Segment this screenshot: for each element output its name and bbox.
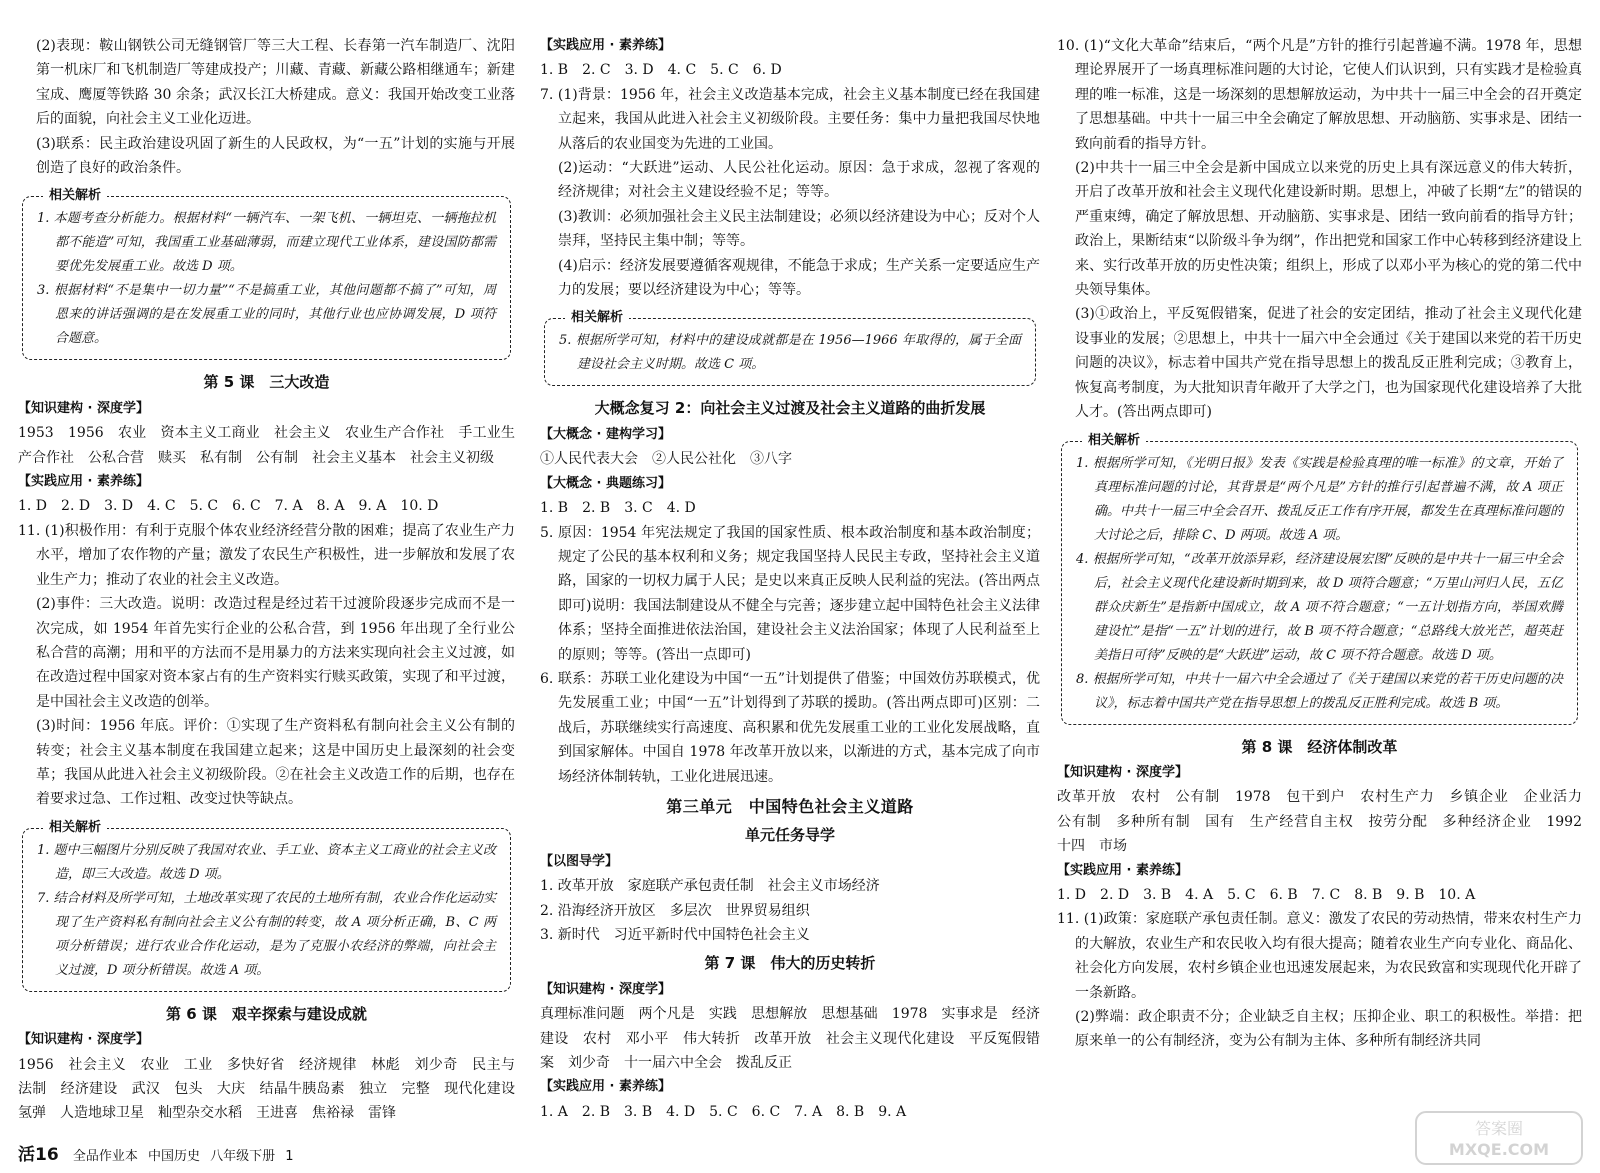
svg-text:答案圈: 答案圈: [1474, 1119, 1524, 1138]
footer-edition: 1: [285, 1149, 294, 1164]
analysis-box-title: 相关解析: [565, 308, 629, 328]
column-right: [1057, 34, 1596, 1054]
choice-answers: 1. A 2. B 3. B 4. D 5. C 6. C 7. A 8. B 9. A: [540, 1103, 907, 1120]
analysis-item: 1. 根据所学可知，《光明日报》发表《实践是检验真理的唯一标准》的文章，开始了真理标准问题的讨论，其背景是“两个凡是”方针的推行引起普遍不满，故 A 项正确。中共十一届三中全会召开、拨乱反正工作有序开展，都发生在真理标准问题的大讨论之后，排除 C、D 两项。故选 A 项。: [1076, 455, 1563, 543]
task-item: 2. 沿海经济开放区 多层次 世界贸易组织: [540, 902, 810, 919]
lesson-title: 第 5 课 三大改造: [203, 373, 330, 392]
answer-paragraph: (2)事件：三大改造。说明：改造过程是经过若干过渡阶段逐步完成而不是一次完成，如 1954 年首先实行企业的公私合营，到 1956 年出现了全行业公私合营的高潮；用和平的方法而不是用暴力的方法来实现向社会主义过渡，如在改造过程中国家对资本家占有的生产资料实行赎买政策，实现了和平过渡，是中国社会主义改造的创举。: [36, 596, 515, 710]
choice-answers: 1. B 2. B 3. C 4. D: [540, 500, 696, 517]
analysis-item: 3. 根据材料“不是集中一切力量”“不是搞重工业，其他问题都不搞了”可知，周恩来的讲话强调的是在发展重工业的同时，其他行业也应协调发展，D 项符合题意。: [37, 283, 496, 347]
answer-paragraph: 7. (1)背景：1956 年，社会主义改造基本完成，社会主义基本制度已经在我国建立起来，我国从此进入社会主义初级阶段。主要任务：集中力量把我国尽快地从落后的农业国变为先进的工业国。: [540, 86, 1040, 152]
answer-paragraph: (3)①政治上，平反冤假错案，促进了社会的安定团结，推动了社会主义现代化建设事业的发展；②思想上，中共十一届六中全会通过《关于建国以来党的若干历史问题的决议》，标志着中国共产党在指导思想上的拨乱反正胜利完成；③教育上，恢复高考制度，为大批知识青年敞开了大学之门，也为国家现代化建设培养了大批人才。(答出两点即可): [1075, 306, 1582, 421]
answer-paragraph: (2)中共十一届三中全会是新中国成立以来党的历史上具有深远意义的伟大转折，开启了改革开放和社会主义现代化建设新时期。思想上，冲破了长期“左”的错误的严重束缚，确定了解放思想、开动脑筋、实事求是、团结一致向前看的指导方针；政治上，果断结束“以阶级斗争为纲”，作出把党和国家工作中心转移到经济建设上来、实行改革开放的历史性决策；组织上，形成了以邓小平为核心的党的第二代中央领导集体。: [1075, 160, 1582, 299]
watermark-logo-icon: [1414, 1108, 1584, 1168]
knowledge-answers: 1956 社会主义 农业 工业 多快好省 经济规律 林彪 刘少奇 民主与法制 经济建设 武汉 包头 大庆 结晶牛胰岛素 独立 完整 现代化建设 氢弹 人造地球卫星 籼型杂交水稻 王进喜 焦裕禄 雷锋: [18, 1056, 529, 1122]
task-item: 3. 新时代 习近平新时代中国特色社会主义: [540, 927, 810, 943]
answer-paragraph: 11. (1)政策：家庭联产承包责任制。意义：激发了农民的劳动热情，带来农村生产力的大解放，农业生产和农民收入均有很大提高；随着农业生产向专业化、商品化、社会化方向发展，农村乡镇企业也迅速发展起来，为农民致富和实现现代化开辟了一条新路。: [1057, 911, 1582, 1001]
knowledge-answers: 改革开放 农村 公有制 1978 包干到户 农村生产力 乡镇企业 企业活力 公有制 多种所有制 国有 生产经营自主权 按劳分配 多种经济企业 1992 十四 市场: [1057, 789, 1596, 855]
analysis-box-title: 相关解析: [43, 818, 107, 838]
choice-answers: 1. D 2. D 3. D 4. C 5. C 6. C 7. A 8. A 9. A 10. D: [18, 498, 439, 515]
section-label: 【实践应用 · 素养练】: [540, 38, 671, 53]
answer-paragraph: (2)弊端：政企职责不分；企业缺乏自主权；压抑企业、职工的积极性。举措：把原来单一的公有制经济，变为公有制为主体、多种所有制经济共同: [1075, 1008, 1582, 1050]
section-label: 【知识建构 · 深度学】: [540, 981, 671, 997]
footer-grade: 八年级下册: [210, 1149, 276, 1164]
section-label: 【知识建构 · 深度学】: [1057, 764, 1188, 780]
answer-paragraph: (3)教训：必须加强社会主义民主法制建设；必须以经济建设为中心；反对个人崇拜，坚持民主集中制；等等。: [558, 208, 1040, 250]
knowledge-answers: 真理标准问题 两个凡是 实践 思想解放 思想基础 1978 实事求是 经济建设 农村 邓小平 伟大转折 改革开放 社会主义现代化建设 平反冤假错案 刘少奇 十一届六中全会 拨乱反正: [540, 1006, 1040, 1072]
page-number: 活16: [18, 1145, 59, 1165]
analysis-box-title: 相关解析: [1082, 431, 1146, 451]
analysis-box: [22, 188, 511, 360]
choice-answers: 1. D 2. D 3. B 4. A 5. C 6. B 7. C 8. B 9. B 10. A: [1057, 886, 1476, 903]
analysis-item: 7. 结合材料及所学可知，土地改革实现了农民的土地所有制，农业合作化运动实现了生产资料私有制向社会主义公有制的转变，故 A 项分析正确，B、C 两项分析错误；进行农业合作化运动，是为了克服小农经济的弊端，向社会主义过渡，D 项分析错误。故选 A 项。: [37, 890, 496, 978]
analysis-box: [1061, 432, 1578, 725]
lesson-title: 第 8 课 经济体制改革: [1241, 737, 1398, 756]
answer-paragraph: 5. 原因：1954 年宪法规定了我国的国家性质、根本政治制度和基本政治制度；规定了公民的基本权利和义务；规定我国坚持人民民主专政，坚持社会主义道路，国家的一切权力属于人民；是史以来真正反映人民利益的宪法。(答出两点即可)说明：我国法制建设从不健全与完善；逐步建立起中国特色社会主义法律体系；坚持全面推进依法治国，建设社会主义法治国家；体现了人民利益至上的原则；等等。(答出一点即可): [540, 524, 1040, 663]
section-label: 【实践应用 · 素养练】: [540, 1079, 671, 1095]
answer-paragraph: (3)联系：民主政治建设巩固了新生的人民政权，为“一五”计划的实施与开展创造了良好的政治条件。: [36, 135, 515, 177]
svg-text:MXQE.COM: MXQE.COM: [1448, 1140, 1550, 1159]
page-footer: [18, 1146, 300, 1166]
unit-title: 第三单元 中国特色社会主义道路: [666, 796, 914, 816]
column-middle: [540, 34, 1040, 1124]
task-item: 1. 改革开放 家庭联产承包责任制 社会主义市场经济: [540, 878, 880, 895]
section-label: 【知识建构 · 深度学】: [18, 400, 149, 416]
answer-paragraph: 11. (1)积极作用：有利于克服个体农业经济经营分散的困难；提高了农业生产力水平，增加了农作物的产量；激发了农民生产积极性，进一步解放和发展了农业生产力；推动了农业的社会主义改造。: [18, 522, 515, 588]
section-label: 【知识建构 · 深度学】: [18, 1032, 149, 1048]
analysis-item: 8. 根据所学可知，中共十一届六中全会通过了《关于建国以来党的若干历史问题的决议》，标志着中国共产党在指导思想上的拨乱反正胜利完成。故选 B 项。: [1076, 671, 1563, 711]
section-label: 【大概念 · 典题练习】: [540, 475, 671, 491]
footer-subject: 中国历史: [147, 1149, 200, 1164]
section-label: 【实践应用 · 素养练】: [18, 474, 149, 490]
analysis-item: 1. 本题考查分析能力。根据材料“一辆汽车、一架飞机、一辆坦克、一辆拖拉机都不能造”可知，我国重工业基础薄弱，而建立现代工业体系，建设国防都需要优先发展重工业。故选 D 项。: [37, 211, 496, 275]
analysis-box: [544, 310, 1036, 386]
build-answers: ①人民代表大会 ②人民公社化 ③八字: [540, 451, 792, 468]
answer-paragraph: 6. 联系：苏联工业化建设为中国“一五”计划提供了借鉴；中国效仿苏联模式，优先发展重工业；中国“一五”计划得到了苏联的援助。(答出两点即可)区别：二战后，苏联继续实行高速度、高积累和优先发展重工业的工业化发展战略，直到国家解体。中国自 1978 年改革开放以来，以渐进的方式，基本完成了向市场经济体制转轨，工业化进展迅速。: [540, 670, 1040, 785]
answer-paragraph: (4)启示：经济发展要遵循客观规律，不能急于求成；生产关系一定要适应生产力的发展；要以经济建设为中心；等等。: [558, 257, 1040, 299]
analysis-item: 5. 根据所学可知，材料中的建设成就都是在 1956—1966 年取得的，属于全面建设社会主义时期。故选 C 项。: [559, 333, 1021, 373]
answer-paragraph: (2)表现：鞍山钢铁公司无缝钢管厂等三大工程、长春第一汽车制造厂、沈阳第一机床厂和飞机制造厂等建成投产；川藏、青藏、新藏公路相继通车；新建宝成、鹰厦等铁路 30 余条；武汉长江大桥建成。意义：我国开始改变工业落后的面貌，向社会主义工业化迈进。: [36, 38, 515, 128]
section-label: 【实践应用 · 素养练】: [1057, 862, 1188, 878]
answer-paragraph: 10. (1)“文化大革命”结束后，“两个凡是”方针的推行引起普遍不满。1978 年，思想理论界展开了一场真理标准问题的大讨论，它使人们认识到，只有实践才是检验真理的唯一标准，这是一场深刻的思想解放运动，为中共十一届三中全会的召开奠定了思想基础。中共十一届三中全会确定了解放思想、开动脑筋、实事求是、团结一致向前看的指导方针。: [1057, 38, 1582, 152]
knowledge-answers: 1953 1956 农业 资本主义工商业 社会主义 农业生产合作社 手工业生产合作社 公私合营 赎买 私有制 公有制 社会主义基本 社会主义初级: [18, 425, 515, 466]
lesson-title: 第 6 课 艰辛探索与建设成就: [166, 1004, 367, 1023]
choice-answers: 1. B 2. C 3. D 4. C 5. C 6. D: [540, 62, 782, 79]
lesson-title: 第 7 课 伟大的历史转折: [704, 954, 876, 973]
answer-paragraph: (3)时间：1956 年底。评价：①实现了生产资料私有制向社会主义公有制的转变；社会主义基本制度在我国建立起来；这是中国历史上最深刻的社会变革；我国从此进入社会主义初级阶段。②在社会主义改造工作的后期，也存在着要求过急、工作过粗、改变过快等缺点。: [36, 718, 515, 808]
analysis-item: 4. 根据所学可知，“改革开放添异彩，经济建设展宏图”反映的是中共十一届三中全会后，社会主义现代化建设新时期到来，故 D 项符合题意；“万里山河归人民，五亿群众庆新生”是指新中国成立，故 A 项不符合题意；“一五计划指方向，举国欢腾建设忙”是指“一五”计划的进行，故 B 项不符合题意；“总路线大放光芒，超英赶美指日可待”反映的是“大跃进”运动，故 C 项不符合题意。故选 D 项。: [1076, 551, 1563, 663]
footer-brand: 全品作业本: [72, 1149, 138, 1164]
section-label: 【以图导学】: [540, 853, 619, 869]
unit-task-title: 单元任务导学: [744, 826, 835, 845]
analysis-item: 1. 题中三幅图片分别反映了我国对农业、手工业、资本主义工商业的社会主义改造，即三大改造。故选 D 项。: [37, 842, 496, 882]
review-title: 大概念复习 2：向社会主义过渡及社会主义道路的曲折发展: [594, 399, 986, 418]
analysis-box-title: 相关解析: [43, 186, 107, 206]
analysis-box: [22, 819, 511, 992]
answer-paragraph: (2)运动：“大跃进”运动、人民公社化运动。原因：急于求成，忽视了客观的经济规律；对社会主义建设经验不足；等等。: [558, 160, 1040, 201]
section-label: 【大概念 · 建构学习】: [540, 426, 671, 442]
column-left: [18, 34, 529, 1126]
